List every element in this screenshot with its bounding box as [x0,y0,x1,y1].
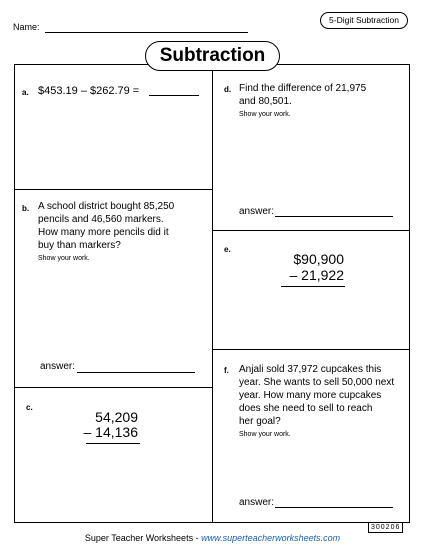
problem-b-letter: b. [22,204,30,213]
footer-url-link[interactable]: www.superteacherworksheets.com [201,533,341,543]
problem-a-answer-line[interactable] [149,95,199,96]
problem-d-answer-label: answer: [239,206,275,217]
problem-f-answer-line[interactable] [275,507,393,508]
problem-b-line-1: A school district bought 85,250 [38,201,175,212]
problem-f-letter: f. [224,366,229,375]
divider-d-e [212,230,410,231]
page-title: Subtraction [145,41,280,71]
problem-d-letter: d. [224,85,232,94]
problem-b-answer-label: answer: [40,361,76,372]
divider-a-b [14,189,212,190]
problem-f-line-2: year. She wants to sell 50,000 next [239,377,395,388]
problem-d-line-2: and 80,501. [239,96,292,107]
problem-c-letter: c. [26,403,33,412]
footer [0,533,425,543]
topic-badge: 5-Digit Subtraction [320,12,408,29]
name-label: Name: [13,22,40,32]
problem-f-line-5: her goal? [239,416,281,427]
problem-a-text: $453.19 – $262.79 = [38,85,140,97]
problem-f-show-work: Show your work. [239,431,291,438]
problem-f-line-4: does she need to sell to reach [239,403,373,414]
problem-f-answer-label: answer: [239,497,275,508]
problem-f-line-1: Anjali sold 37,972 cupcakes this [239,364,382,375]
problem-c-minuend: 54,209 [95,409,138,425]
problem-f-line-3: year. How many more cupcakes [239,390,382,401]
problem-b-answer-line[interactable] [77,372,195,373]
problem-e-minuend: $90,900 [293,251,344,267]
problem-e-sum-line [281,286,345,287]
name-field-line[interactable] [45,32,248,33]
problem-d-show-work: Show your work. [239,111,291,118]
footer-brand: Super Teacher Worksheets - [84,533,202,543]
column-divider [212,64,213,523]
problem-e-subtrahend: – 21,922 [289,267,344,283]
problem-b-line-2: pencils and 46,560 markers. [38,214,164,225]
problem-c-subtrahend: – 14,136 [83,424,138,440]
divider-b-c [14,387,212,388]
problem-d-line-1: Find the difference of 21,975 [239,83,367,94]
problem-a-letter: a. [22,88,29,97]
problem-d-answer-line[interactable] [275,216,393,217]
problem-b-show-work: Show your work. [38,255,90,262]
problem-c-sum-line [86,443,140,444]
divider-e-f [212,349,410,350]
problem-b-line-3: How many more pencils did it [38,227,169,238]
problem-e-letter: e. [224,245,231,254]
problem-b-line-4: buy than markers? [38,240,121,251]
worksheet-code: 300206 [368,522,403,533]
